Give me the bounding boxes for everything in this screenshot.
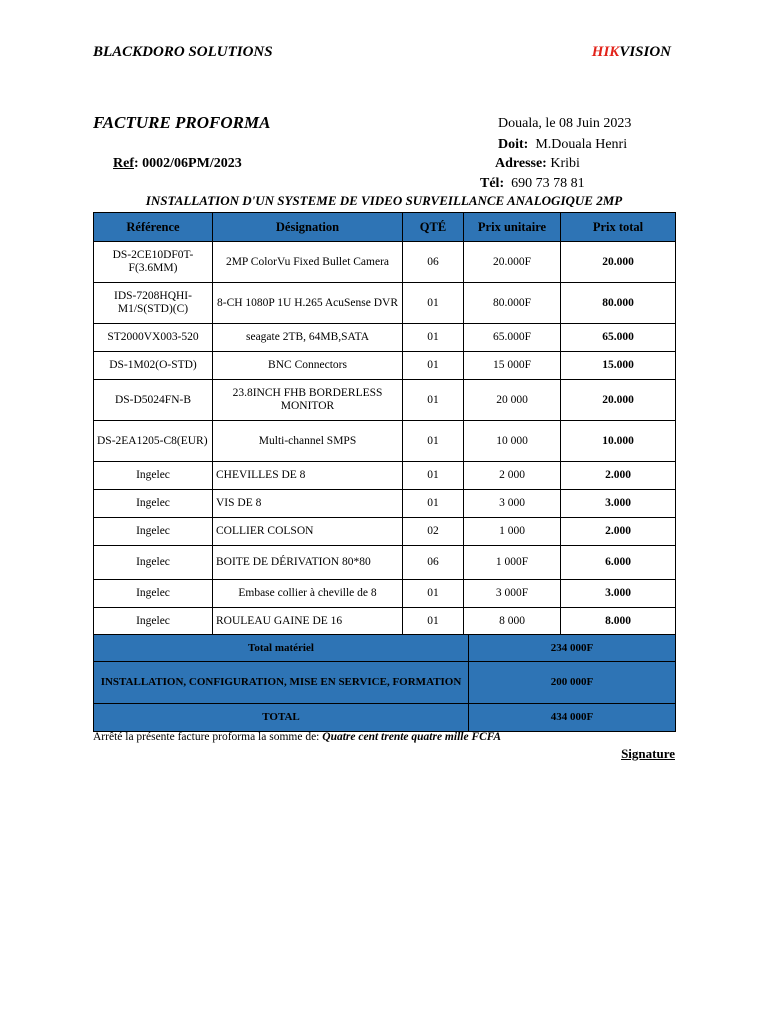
cell-designation: 23.8INCH FHB BORDERLESS MONITOR [213, 380, 403, 421]
reference-label: Ref [113, 156, 134, 171]
table-row [94, 380, 676, 421]
cell-total-price: 80.000 [561, 283, 676, 324]
amount-statement: Arrêté la présente facture proforma la somme de: [93, 731, 323, 743]
brand-logo [592, 44, 671, 61]
cell-total-price: 6.000 [561, 546, 676, 580]
cell-qty: 06 [403, 546, 464, 580]
table-row [94, 324, 676, 352]
cell-total-price: 8.000 [561, 608, 676, 636]
table-row [94, 518, 676, 546]
invoice-subject: INSTALLATION D'UN SYSTEME DE VIDEO SURVEILLANCE ANALOGIQUE 2MP [145, 193, 623, 208]
table-row [94, 352, 676, 380]
cell-designation: Multi-channel SMPS [213, 421, 403, 462]
cell-qty: 01 [403, 283, 464, 324]
cell-unit-price: 3 000F [464, 580, 561, 608]
header-total-price: Prix total [561, 213, 676, 242]
cell-total-price: 3.000 [561, 490, 676, 518]
cell-unit-price: 1 000F [464, 546, 561, 580]
total-materiel-row [94, 635, 676, 662]
cell-designation: ROULEAU GAINE DE 16 [213, 608, 403, 636]
client-line [498, 137, 627, 153]
brand-logo-vision: VISION [619, 44, 671, 60]
cell-designation: 2MP ColorVu Fixed Bullet Camera [213, 242, 403, 283]
installation-row [94, 662, 676, 704]
cell-total-price: 2.000 [561, 462, 676, 490]
cell-reference: DS-2EA1205-C8(EUR) [94, 421, 213, 462]
cell-unit-price: 10 000 [464, 421, 561, 462]
cell-designation: BNC Connectors [213, 352, 403, 380]
cell-unit-price: 2 000 [464, 462, 561, 490]
cell-unit-price: 20.000F [464, 242, 561, 283]
client-label: Doit: [498, 137, 529, 152]
table-row [94, 462, 676, 490]
header-unit-price: Prix unitaire [464, 213, 561, 242]
phone-line [480, 176, 585, 192]
company-name: BLACKDORO SOLUTIONS [93, 44, 273, 60]
totals-table [93, 634, 676, 732]
cell-total-price: 65.000 [561, 324, 676, 352]
reference-value: : 0002/06PM/2023 [134, 156, 242, 171]
cell-total-price: 15.000 [561, 352, 676, 380]
cell-designation: COLLIER COLSON [213, 518, 403, 546]
client-name: M.Douala Henri [535, 137, 628, 152]
cell-total-price: 20.000 [561, 242, 676, 283]
cell-reference: DS-D5024FN-B [94, 380, 213, 421]
cell-qty: 01 [403, 462, 464, 490]
signature-label: Signature [621, 746, 675, 761]
cell-qty: 01 [403, 324, 464, 352]
grand-total-value: 434 000F [469, 704, 676, 732]
cell-designation: 8-CH 1080P 1U H.265 AcuSense DVR [213, 283, 403, 324]
header-qty: QTÉ [403, 213, 464, 242]
cell-reference: Ingelec [94, 462, 213, 490]
cell-unit-price: 20 000 [464, 380, 561, 421]
invoice-date: Douala, le 08 Juin 2023 [498, 116, 632, 131]
brand-logo-hik: HIK [591, 44, 620, 60]
cell-unit-price: 8 000 [464, 608, 561, 636]
installation-value: 200 000F [469, 662, 676, 704]
cell-reference: Ingelec [94, 490, 213, 518]
cell-unit-price: 3 000 [464, 490, 561, 518]
table-row [94, 546, 676, 580]
cell-qty: 01 [403, 608, 464, 636]
cell-reference: Ingelec [94, 608, 213, 636]
header-reference: Référence [94, 213, 213, 242]
cell-reference: Ingelec [94, 546, 213, 580]
cell-designation: VIS DE 8 [213, 490, 403, 518]
total-materiel-value: 234 000F [469, 635, 676, 662]
table-row [94, 283, 676, 324]
amount-in-words-line [93, 731, 501, 743]
cell-qty: 01 [403, 380, 464, 421]
cell-unit-price: 80.000F [464, 283, 561, 324]
cell-total-price: 3.000 [561, 580, 676, 608]
cell-qty: 01 [403, 490, 464, 518]
phone-label: Tél: [480, 176, 505, 191]
table-row [94, 490, 676, 518]
phone-value: 690 73 78 81 [511, 176, 585, 191]
header-designation: Désignation [213, 213, 403, 242]
cell-unit-price: 65.000F [464, 324, 561, 352]
installation-label: INSTALLATION, CONFIGURATION, MISE EN SERVICE, FORMATION [94, 662, 469, 704]
cell-qty: 02 [403, 518, 464, 546]
cell-reference: IDS-7208HQHI-M1/S(STD)(C) [94, 283, 213, 324]
cell-reference: DS-1M02(O-STD) [94, 352, 213, 380]
items-table [93, 212, 676, 636]
address-value: Kribi [550, 156, 580, 171]
table-row [94, 580, 676, 608]
reference-line [113, 156, 242, 172]
cell-reference: ST2000VX003-520 [94, 324, 213, 352]
cell-reference: Ingelec [94, 518, 213, 546]
amount-in-words: Quatre cent trente quatre mille FCFA [322, 731, 502, 743]
total-materiel-label: Total matériel [94, 635, 469, 662]
table-row [94, 421, 676, 462]
cell-total-price: 10.000 [561, 421, 676, 462]
cell-designation: CHEVILLES DE 8 [213, 462, 403, 490]
grand-total-label: TOTAL [94, 704, 469, 732]
cell-designation: Embase collier à cheville de 8 [213, 580, 403, 608]
cell-unit-price: 15 000F [464, 352, 561, 380]
address-label: Adresse: [495, 156, 547, 171]
cell-qty: 01 [403, 421, 464, 462]
cell-total-price: 2.000 [561, 518, 676, 546]
cell-designation: BOITE DE DÉRIVATION 80*80 [213, 546, 403, 580]
table-header-row [94, 213, 676, 242]
cell-unit-price: 1 000 [464, 518, 561, 546]
cell-reference: Ingelec [94, 580, 213, 608]
document-title: FACTURE PROFORMA [93, 113, 271, 132]
cell-qty: 01 [403, 580, 464, 608]
cell-total-price: 20.000 [561, 380, 676, 421]
cell-reference: DS-2CE10DF0T-F(3.6MM) [94, 242, 213, 283]
cell-designation: seagate 2TB, 64MB,SATA [213, 324, 403, 352]
address-line [495, 156, 580, 172]
table-row [94, 242, 676, 283]
cell-qty: 01 [403, 352, 464, 380]
table-row [94, 608, 676, 636]
cell-qty: 06 [403, 242, 464, 283]
grand-total-row [94, 704, 676, 732]
